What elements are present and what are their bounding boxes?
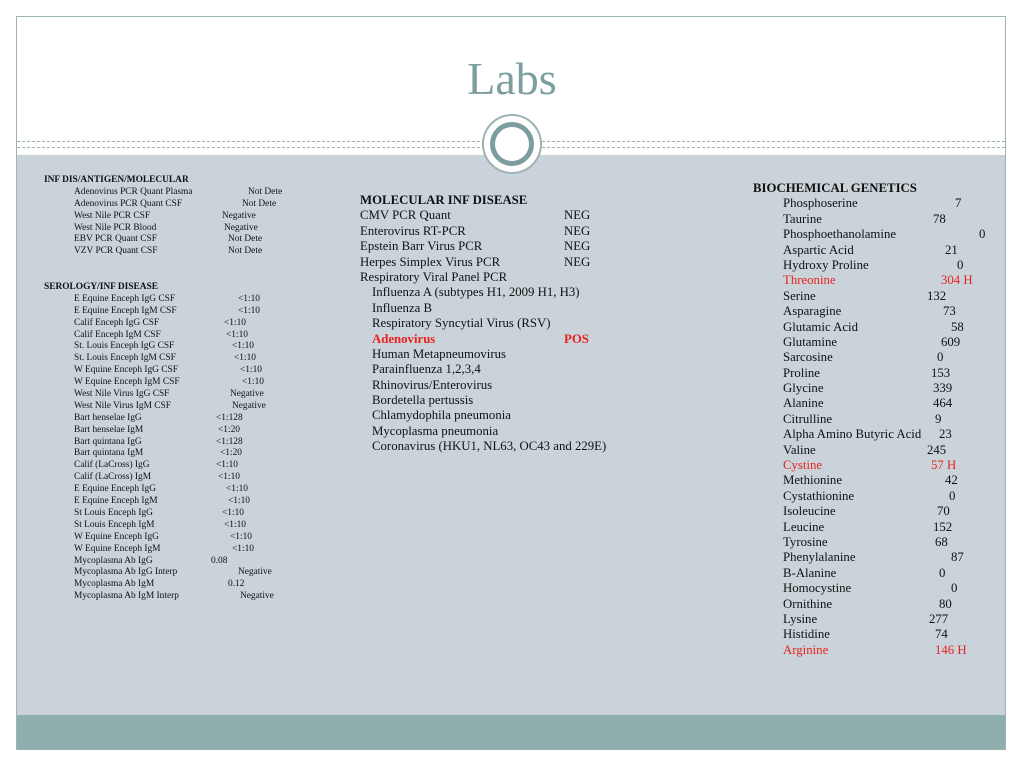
table-row	[44, 436, 243, 449]
table-row	[44, 353, 256, 365]
row-label: E Equine Enceph IgG CSF	[74, 293, 176, 304]
row-value: <1:10	[238, 305, 260, 316]
row-value: 68	[935, 535, 948, 549]
row-value: 80	[939, 596, 952, 611]
row-value: 132	[927, 288, 947, 303]
panel-label-row	[360, 270, 527, 285]
biochemical-genetics-section	[753, 181, 986, 658]
table-row	[753, 611, 949, 627]
table-row	[44, 507, 244, 520]
table-row	[360, 393, 527, 408]
row-value: NEG	[564, 254, 591, 269]
row-value: Negative	[240, 591, 274, 602]
row-label: West Nile Virus IgM CSF	[74, 400, 171, 411]
row-value: NEG	[564, 208, 591, 223]
row-value: 0	[979, 227, 986, 242]
row-label: Influenza A (subtypes H1, 2009 H1, H3)	[372, 285, 580, 300]
row-label: Bart henselae IgG	[74, 412, 142, 423]
table-row	[753, 242, 958, 258]
table-row	[753, 642, 967, 658]
row-label: Respiratory Syncytial Virus (RSV)	[372, 316, 551, 331]
row-label: West Nile Virus IgG CSF	[74, 389, 170, 400]
row-label: Leucine	[783, 519, 825, 534]
row-value: 464	[933, 396, 953, 411]
table-row	[753, 442, 947, 458]
row-label: St Louis Enceph IgG	[74, 507, 153, 518]
circle-ornament-inner-icon	[490, 122, 534, 166]
table-row	[753, 273, 973, 288]
table-row	[44, 460, 238, 472]
row-label: Calif (LaCross) IgM	[74, 472, 152, 483]
table-row	[44, 222, 258, 235]
row-label: St. Louis Enceph IgM CSF	[74, 353, 176, 364]
table-row	[360, 285, 580, 300]
table-row	[753, 319, 964, 335]
row-label: W Equine Enceph IgM CSF	[74, 377, 180, 388]
row-value: 304 H	[941, 273, 973, 288]
table-row	[360, 362, 527, 377]
table-row	[44, 246, 263, 258]
table-row	[753, 473, 958, 488]
table-row	[44, 555, 228, 568]
table-row	[753, 581, 958, 596]
table-row	[44, 186, 283, 199]
table-row	[753, 596, 952, 612]
row-label: Rhinovirus/Enterovirus	[372, 377, 493, 392]
row-value: 609	[941, 334, 961, 349]
table-row	[753, 550, 964, 565]
table-row	[753, 627, 948, 642]
row-label: Mycoplasma Ab IgG	[74, 555, 153, 566]
table-row	[753, 427, 952, 442]
row-label: Alanine	[783, 396, 824, 411]
table-row	[753, 257, 964, 273]
row-value: 74	[935, 627, 948, 642]
row-label: W Equine Enceph IgG	[74, 531, 159, 542]
table-row	[44, 496, 250, 508]
slide-title: Labs	[467, 53, 557, 104]
row-value: <1:10	[242, 377, 264, 388]
row-label: Adenovirus	[372, 331, 436, 346]
table-row	[360, 424, 527, 439]
row-value: <1:10	[226, 329, 248, 340]
row-label: Adenovirus PCR Quant Plasma	[74, 186, 193, 197]
row-value: Not Dete	[228, 246, 263, 257]
row-label: Threonine	[783, 273, 836, 288]
table-row	[753, 227, 986, 242]
row-label: Calif (LaCross) IgG	[74, 460, 150, 471]
table-row	[44, 412, 243, 425]
table-row	[360, 254, 591, 270]
row-value: Negative	[232, 400, 266, 411]
table-row	[44, 198, 277, 211]
row-value: <1:20	[218, 424, 240, 435]
row-value: POS	[564, 331, 589, 346]
table-row	[44, 531, 252, 544]
table-row	[360, 223, 591, 239]
table-row	[360, 239, 591, 254]
table-row	[44, 567, 272, 579]
row-label: Tyrosine	[783, 535, 828, 549]
row-label: Alpha Amino Butyric Acid	[783, 427, 922, 442]
row-label: Arginine	[783, 642, 829, 657]
table-row	[360, 331, 589, 347]
table-row	[753, 519, 953, 535]
row-value: 0	[949, 488, 956, 503]
table-row	[753, 488, 956, 504]
row-value: <1:10	[218, 472, 240, 483]
table-row	[44, 484, 248, 496]
row-label: Adenovirus PCR Quant CSF	[74, 198, 183, 209]
row-value: 23	[939, 427, 952, 442]
row-value: 70	[937, 504, 950, 519]
row-value: 153	[931, 365, 951, 380]
table-row	[753, 196, 962, 211]
row-value: 73	[943, 304, 956, 319]
section-heading: MOLECULAR INF DISEASE	[360, 193, 528, 207]
table-row	[44, 389, 264, 401]
row-value: <1:10	[232, 543, 254, 554]
table-row	[44, 305, 260, 318]
row-value: <1:10	[234, 353, 256, 364]
row-value: <1:128	[216, 436, 243, 447]
row-value: 87	[951, 550, 964, 565]
serology-inf-disease-section	[44, 282, 274, 603]
table-row	[44, 472, 240, 484]
table-row	[44, 234, 263, 246]
row-label: Asparagine	[783, 304, 842, 319]
row-label: Hydroxy Proline	[783, 257, 869, 272]
row-value: 146 H	[935, 642, 967, 657]
row-value: Not Dete	[248, 186, 283, 197]
footer-bar	[17, 715, 1005, 749]
row-label: E Equine Enceph IgM CSF	[74, 305, 177, 316]
row-label: Bart quintana IgM	[74, 448, 144, 459]
row-value: 277	[929, 611, 949, 626]
table-row	[753, 565, 946, 581]
row-label: Serine	[783, 288, 816, 303]
row-label: E Equine Enceph IgG	[74, 484, 157, 495]
row-value: <1:10	[238, 293, 260, 304]
row-label: West Nile PCR Blood	[74, 222, 157, 233]
table-row	[753, 288, 947, 304]
row-label: West Nile PCR CSF	[74, 210, 151, 221]
row-value: Negative	[230, 389, 264, 400]
table-row	[753, 535, 948, 550]
row-label: Herpes Simplex Virus PCR	[360, 254, 501, 269]
row-label: Lysine	[783, 611, 818, 626]
row-value: 339	[933, 381, 953, 396]
table-row	[44, 591, 274, 603]
row-value: <1:128	[216, 412, 243, 423]
row-label: Methionine	[783, 473, 842, 488]
section-heading: INF DIS/ANTIGEN/MOLECULAR	[44, 175, 189, 185]
row-value: NEG	[564, 223, 591, 238]
table-row	[753, 211, 946, 227]
table-row	[753, 304, 956, 319]
row-label: Glutamine	[783, 334, 838, 349]
row-value: 0	[951, 581, 958, 596]
molecular-inf-disease-section	[360, 193, 607, 455]
row-value: <1:20	[220, 448, 242, 459]
row-label: Calif Enceph IgG CSF	[74, 317, 160, 328]
row-label: Cystine	[783, 458, 823, 473]
table-row	[753, 411, 942, 427]
row-label: Cystathionine	[783, 488, 855, 503]
row-label: Chlamydophila pneumonia	[372, 408, 511, 423]
row-value: <1:10	[230, 531, 252, 542]
row-label: St. Louis Enceph IgG CSF	[74, 341, 175, 352]
table-row	[44, 579, 245, 591]
section-heading: SEROLOGY/INF DISEASE	[44, 282, 159, 292]
row-label: Valine	[783, 442, 816, 457]
table-row	[44, 519, 246, 532]
row-label: Phosphoethanolamine	[783, 227, 897, 242]
table-row	[44, 543, 254, 556]
table-row	[44, 329, 248, 342]
row-label: E Equine Enceph IgM	[74, 496, 158, 507]
row-label: Aspartic Acid	[783, 242, 854, 257]
table-row	[360, 316, 551, 331]
row-label: W Equine Enceph IgM	[74, 543, 161, 554]
row-label: Epstein Barr Virus PCR	[360, 239, 483, 254]
section-heading: BIOCHEMICAL GENETICS	[753, 181, 917, 195]
row-label: EBV PCR Quant CSF	[74, 234, 157, 245]
row-value: <1:10	[216, 460, 238, 471]
table-row	[360, 408, 527, 423]
row-label: Phosphoserine	[783, 196, 858, 211]
row-value: 58	[951, 319, 964, 334]
table-row	[44, 293, 260, 306]
row-value: Not Dete	[228, 234, 263, 245]
row-label: Enterovirus RT-PCR	[360, 223, 466, 238]
row-label: W Equine Enceph IgG CSF	[74, 365, 178, 376]
table-row	[44, 377, 264, 389]
table-row	[44, 365, 262, 377]
row-value: <1:10	[224, 519, 246, 530]
row-value: <1:10	[226, 484, 248, 495]
table-row	[360, 439, 607, 454]
row-label: Citrulline	[783, 411, 833, 426]
row-value: Negative	[238, 567, 272, 578]
row-label: Phenylalanine	[783, 550, 856, 565]
row-label: Glycine	[783, 381, 824, 396]
row-value: 0.12	[228, 579, 245, 590]
row-label: Taurine	[783, 211, 822, 226]
row-value: Not Dete	[242, 198, 277, 209]
table-row	[360, 208, 591, 223]
row-label: Isoleucine	[783, 504, 836, 519]
table-row	[360, 378, 527, 393]
table-row	[44, 448, 242, 460]
row-value: <1:10	[222, 507, 244, 518]
row-label: Sarcosine	[783, 350, 833, 365]
row-label: Mycoplasma Ab IgM Interp	[74, 591, 179, 602]
table-row	[753, 334, 961, 350]
table-row	[753, 504, 950, 519]
row-label: Coronavirus (HKU1, NL63, OC43 and 229E)	[372, 439, 607, 454]
row-value: Negative	[224, 222, 258, 233]
row-label: B-Alanine	[783, 565, 837, 580]
table-row	[753, 381, 953, 396]
row-value: Negative	[222, 210, 256, 221]
row-value: 21	[945, 242, 958, 257]
row-label: VZV PCR Quant CSF	[74, 246, 158, 257]
table-row	[753, 350, 944, 365]
row-value: 245	[927, 442, 947, 457]
table-row	[44, 341, 254, 353]
row-value: 0.08	[211, 555, 228, 566]
row-value: 0	[939, 565, 946, 580]
row-value: NEG	[564, 239, 591, 254]
row-label: Bart quintana IgG	[74, 436, 142, 447]
row-label: Mycoplasma Ab IgM	[74, 579, 155, 590]
row-label: St Louis Enceph IgM	[74, 519, 155, 530]
row-value: 9	[935, 411, 942, 426]
table-row	[753, 396, 953, 411]
inf-dis-antigen-molecular-section	[44, 175, 283, 258]
row-value: <1:10	[228, 496, 250, 507]
row-value: 78	[933, 211, 946, 226]
row-value: 0	[957, 257, 964, 272]
row-label: Bart henselae IgM	[74, 424, 144, 435]
panel-label: Respiratory Viral Panel PCR	[360, 269, 508, 284]
table-row	[753, 365, 951, 381]
row-label: Ornithine	[783, 596, 833, 611]
row-value: <1:10	[224, 317, 246, 328]
table-row	[360, 347, 527, 362]
table-row	[44, 424, 240, 437]
row-label: Human Metapneumovirus	[372, 346, 506, 361]
row-value: 7	[955, 196, 962, 211]
row-label: Mycoplasma Ab IgG Interp	[74, 567, 178, 578]
table-row	[44, 317, 246, 330]
row-value: 57 H	[931, 458, 957, 473]
row-label: Bordetella pertussis	[372, 393, 474, 408]
row-label: Glutamic Acid	[783, 319, 858, 334]
row-label: Mycoplasma pneumonia	[372, 423, 499, 438]
table-row	[753, 458, 957, 473]
row-label: Parainfluenza 1,2,3,4	[372, 362, 481, 377]
table-row	[360, 301, 527, 316]
row-value: 152	[933, 519, 953, 534]
row-label: Homocystine	[783, 581, 852, 596]
row-value: <1:10	[240, 365, 262, 376]
row-value: <1:10	[232, 341, 254, 352]
table-row	[44, 400, 266, 413]
row-label: Proline	[783, 365, 820, 380]
row-label: Calif Enceph IgM CSF	[74, 329, 161, 340]
row-value: 42	[945, 473, 958, 488]
row-label: Histidine	[783, 627, 830, 642]
table-row	[44, 210, 256, 223]
row-value: 0	[937, 350, 944, 365]
row-label: CMV PCR Quant	[360, 208, 451, 223]
row-label: Influenza B	[372, 300, 433, 315]
